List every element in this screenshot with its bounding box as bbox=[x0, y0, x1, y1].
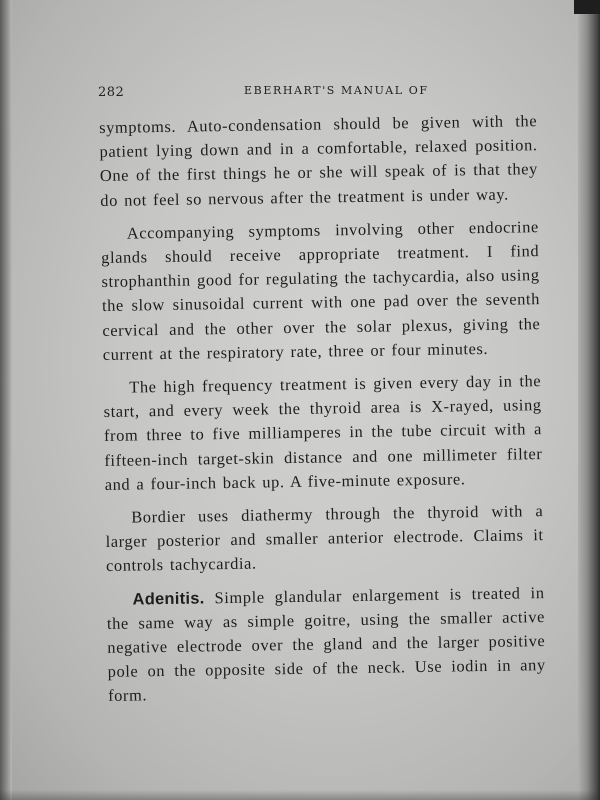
page-right-edge bbox=[578, 0, 600, 800]
page-body bbox=[99, 109, 546, 717]
section-heading-adenitis: Adenitis. bbox=[132, 589, 205, 609]
page-left-edge bbox=[0, 0, 12, 800]
paragraph-adenitis bbox=[106, 581, 546, 709]
paragraph: The high frequency treatment is given every day in the start, and every week the thyroid area is X-rayed, using from three to five milliamperes in the tube circuit with a fifteen-inch target-skin distance and one millimeter filter and a four-inch back up. A five-minute exposure. bbox=[103, 371, 543, 494]
paragraph-adenitis-text: Simple glandular enlargement is treated in the same way as simple goitre, using the smaller active negative electrode over the gland and the larger positive pole on the opposite side of the neck. Use iodin in any form. bbox=[106, 582, 546, 706]
page-corner-shadow bbox=[574, 0, 600, 14]
paragraph: Accompanying symptoms involving other endocrine glands should receive appropriate treatment. I find strophanthin good for regulating the tachycardia, also using the slow sinusoidal current with one pad over the seventh cervical and the other over the solar plexus, giving the current at the respiratory rate, three or four minutes. bbox=[101, 216, 541, 364]
page-header bbox=[96, 82, 534, 102]
running-head: EBERHART'S MANUAL OF bbox=[244, 84, 429, 97]
page-bottom-shadow bbox=[0, 790, 600, 800]
paragraph-continuation: symptoms. Auto-condensation should be given with the patient lying down and in a comfortable, relaxed position. One of the first things he or she will speak of is that they do not feel so nervous after the treatment is under way. bbox=[99, 111, 539, 210]
page-number: 282 bbox=[98, 85, 125, 100]
paragraph: Bordier uses diathermy through the thyroid with a larger posterior and smaller anterior electrode. Claims it controls tachycardia. bbox=[105, 501, 544, 576]
